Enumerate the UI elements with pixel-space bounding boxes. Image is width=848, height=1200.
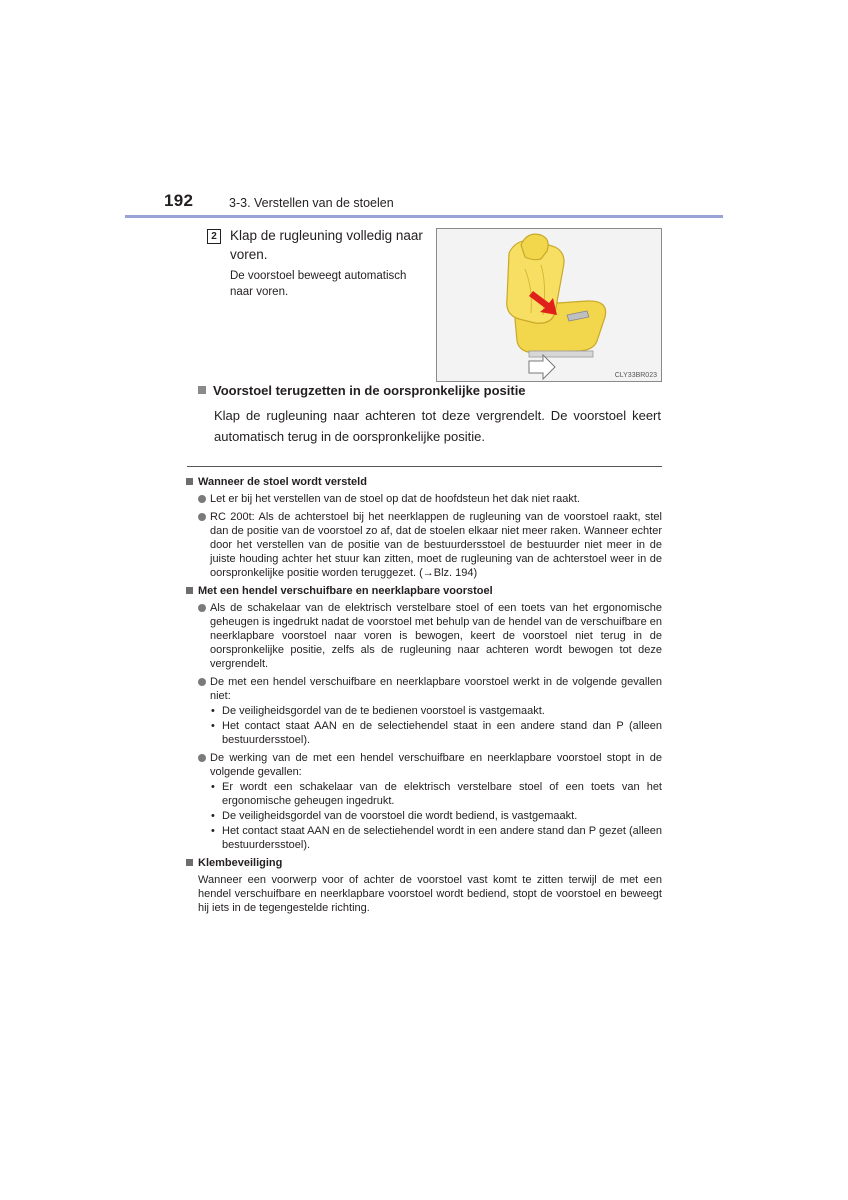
reset-heading: [198, 383, 526, 398]
list-item-text: RC 200t: Als de achterstoel bij het neerklappen de rugleuning van de voorstoel raakt, stel dan de positie van de voorstoel zo af, dat de stoelen elkaar niet meer raken. Wanneer echter door het verstellen van de positie van de bestuurdersstoel de bestuurder niet meer in de juiste houding achter het stuur kan zitten, moet de rugleuning van de achterstoel weer in de oorspronkelijke positie worden teruggezet. (→Blz. 194): [210, 511, 662, 579]
section-title: 3-3. Verstellen van de stoelen: [229, 196, 394, 210]
divider: [187, 466, 662, 467]
round-bullet-icon: [198, 495, 206, 503]
square-bullet-icon: [186, 478, 193, 485]
note-heading-adjust: [186, 475, 662, 489]
note-heading-text: Klembeveiliging: [198, 857, 283, 869]
note-heading-lever: [186, 584, 662, 598]
seat-drawing: [437, 229, 661, 381]
sub-list-item-text: De veiligheidsgordel van de voorstoel die wordt bediend, is vastgemaakt.: [222, 810, 578, 822]
pinch-body: Wanneer een voorwerp voor of achter de voorstoel vast komt te zitten terwijl de met een hendel verschuifbare en neerklapbare voorstoel wordt bediend, stopt de voorstoel en beweegt hij iets in de tegengestelde richting.: [198, 874, 662, 914]
seat-illustration: [436, 228, 662, 382]
square-bullet-icon: [186, 587, 193, 594]
sub-list-item: [186, 824, 662, 852]
list-item: [186, 751, 662, 779]
list-item: [186, 601, 662, 671]
dot-marker-icon: •: [211, 810, 215, 822]
reset-body: Klap de rugleuning naar achteren tot deze vergrendelt. De voorstoel keert automatisch terug in de oorspronkelijke positie.: [214, 408, 661, 444]
forward-arrow-icon: [529, 355, 555, 379]
header-rule: [125, 215, 723, 218]
list-item: [186, 492, 662, 506]
note-heading-pinch: [186, 856, 662, 870]
round-bullet-icon: [198, 754, 206, 762]
step-text: Klap de rugleuning volledig naar voren.: [230, 228, 423, 262]
sub-list-item: [186, 809, 662, 823]
round-bullet-icon: [198, 678, 206, 686]
list-item: [186, 675, 662, 703]
step-note: De voorstoel beweegt automatisch naar voren.: [230, 270, 407, 298]
dot-marker-icon: •: [211, 825, 215, 837]
figure-code: CLY33BR023: [614, 372, 657, 379]
reset-heading-text: Voorstoel terugzetten in de oorspronkelijke positie: [213, 383, 526, 398]
dot-marker-icon: •: [211, 720, 215, 732]
step-number: 2: [207, 229, 221, 244]
list-item-text: Let er bij het verstellen van de stoel op dat de hoofdsteun het dak niet raakt.: [210, 493, 580, 505]
note-heading-text: Met een hendel verschuifbare en neerklapbare voorstoel: [198, 585, 493, 597]
sub-list-item-text: Het contact staat AAN en de selectiehendel wordt in een andere stand dan P gezet (alleen bestuurdersstoel).: [222, 825, 662, 851]
sub-list-item: [186, 780, 662, 808]
square-bullet-icon: [186, 859, 193, 866]
list-item-text: De werking van de met een hendel verschuifbare en neerklapbare voorstoel stopt in de volgende gevallen:: [210, 752, 662, 778]
sub-list-item: [186, 704, 662, 718]
sub-list-item-text: Er wordt een schakelaar van de elektrisch verstelbare stoel of een toets van het ergonomische geheugen ingedrukt.: [222, 781, 662, 807]
round-bullet-icon: [198, 513, 206, 521]
sub-list-item: [186, 719, 662, 747]
list-item: [186, 510, 662, 580]
square-bullet-icon: [198, 386, 206, 394]
dot-marker-icon: •: [211, 705, 215, 717]
dot-marker-icon: •: [211, 781, 215, 793]
round-bullet-icon: [198, 604, 206, 612]
list-item-text: De met een hendel verschuifbare en neerklapbare voorstoel werkt in de volgende gevallen niet:: [210, 676, 662, 702]
sub-list-item-text: Het contact staat AAN en de selectiehendel staat in een andere stand dan P (alleen bestuurdersstoel).: [222, 720, 662, 746]
page-number: 192: [164, 191, 194, 210]
notes-section: [186, 475, 662, 915]
sub-list-item-text: De veiligheidsgordel van de te bedienen voorstoel is vastgemaakt.: [222, 705, 545, 717]
list-item-text: Als de schakelaar van de elektrisch verstelbare stoel of een toets van het ergonomische geheugen is ingedrukt nadat de voorstoel met behulp van de hendel van de verschuifbare en neerklapbare voorstoel naar voren is bewogen, keert de voorstoel niet terug in de oorspronkelijke positie, zelfs als de rugleuning naar achteren wordt bewogen tot deze vergrendelt.: [210, 602, 662, 670]
note-heading-text: Wanneer de stoel wordt versteld: [198, 476, 367, 488]
